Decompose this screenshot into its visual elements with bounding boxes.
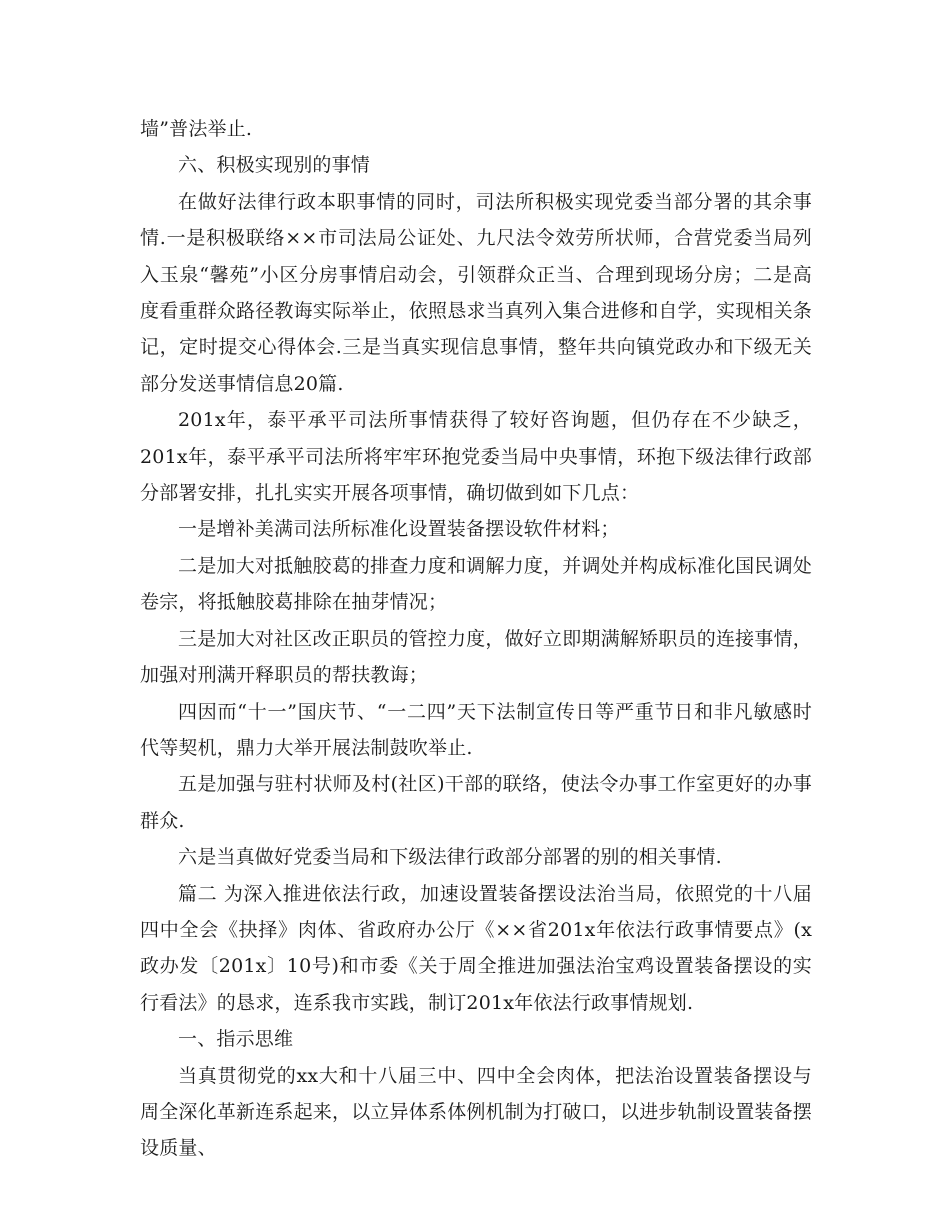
list-item: 二是加大对抵触胶葛的排查力度和调解力度，并调处并构成标准化国民调处卷宗，将抵触胶葛排除在抽芽情况；	[140, 554, 812, 614]
paragraph: 当真贯彻党的xx大和十八届三中、四中全会肉体，把法治设置装备摆设与周全深化革新连系起来，以立异体系体例机制为打破口，以进步轨制设置装备摆设质量、	[140, 1064, 813, 1160]
list-item: 四因而“十一”国庆节、“一二四”天下法制宣传日等严重节日和非凡敏感时代等契机，鼎力大举开展法制鼓吹举止.	[140, 700, 812, 759]
paragraph: 201x年，泰平承平司法所事情获得了较好咨询题，但仍存在不少缺乏，201x年，泰平承平司法所将牢牢环抱党委当局中央事情，环抱下级法律行政部分部署安排，扎扎实实开展各项事情，确切做到如下几点：	[140, 409, 812, 505]
section-heading: 一、指示思维	[178, 1028, 294, 1051]
list-item: 一是增补美满司法所标准化设置装备摆设软件材料；	[178, 518, 620, 541]
list-item: 五是加强与驻村状师及村(社区)干部的联络，使法令办事工作室更好的办事群众.	[140, 773, 812, 832]
section-heading: 六、积极实现别的事情	[178, 154, 371, 177]
paragraph: 篇二 为深入推进依法行政，加速设置装备摆设法治当局，依照党的十八届四中全会《抉择》肉体、省政府办公厅《××省201x年依法行政事情要点》(x政办发〔201x〕10号)和市委《关于周全推进加强法治宝鸡设置装备摆设的实行看法》的恳求，连系我市实践，制订201x年依法行政事情规划.	[140, 882, 812, 1014]
document-body	[140, 111, 812, 1167]
list-item: 三是加大对社区改正职员的管控力度，做好立即期满解矫职员的连接事情，加强对刑满开释职员的帮扶教诲；	[140, 627, 812, 687]
list-item: 六是当真做好党委当局和下级法律行政部分部署的别的相关事情.	[178, 846, 722, 869]
paragraph: 在做好法律行政本职事情的同时，司法所积极实现党委当部分署的其余事情.一是积极联络××市司法局公证处、九尺法令效劳所状师，合营党委当局列入玉泉“馨苑”小区分房事情启动会，引领群众正当、合理到现场分房；二是高度看重群众路径教诲实际举止，依照恳求当真列入集合进修和自学，实现相关条记，定时提交心得体会.三是当真实现信息事情，整年共向镇党政办和下级无关部分发送事情信息20篇.	[140, 190, 813, 395]
paragraph: 墙”普法举止.	[140, 118, 253, 140]
